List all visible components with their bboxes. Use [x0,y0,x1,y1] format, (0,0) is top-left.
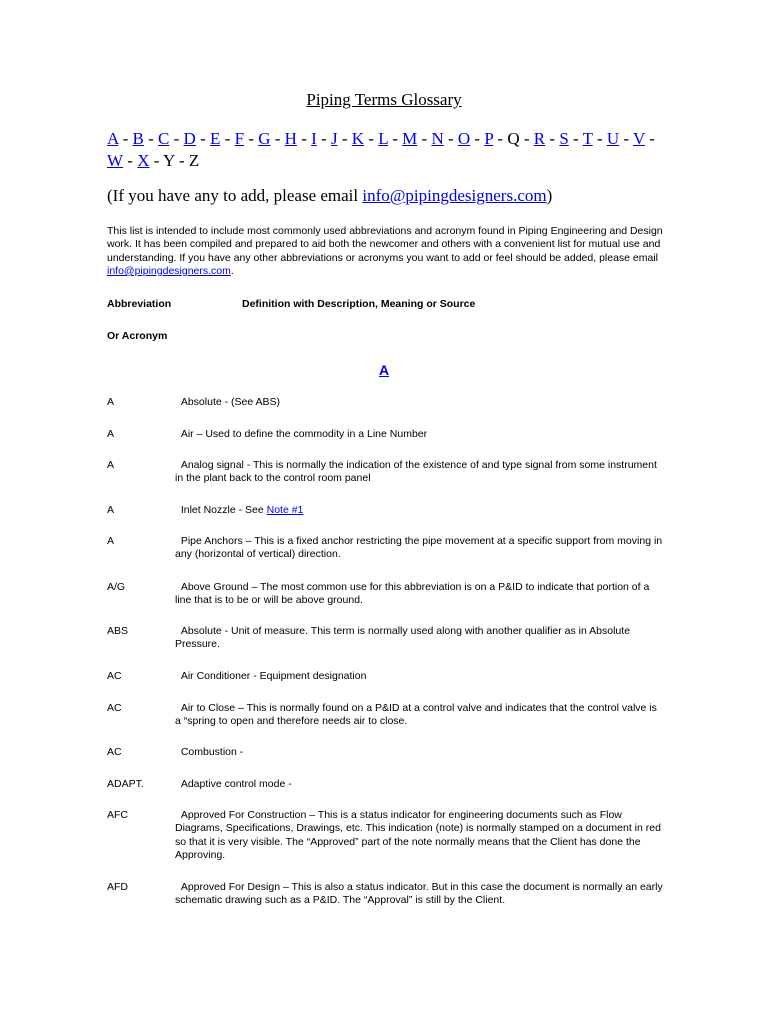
entry-definition [175,396,665,409]
alpha-letter-r[interactable]: R [533,129,546,148]
entry-definition-text: Absolute - Unit of measure. This term is normally used along with another qualifier as in Absolute Pressure. [175,625,631,651]
alpha-letter-y: Y [163,151,175,170]
intro-paragraph [107,225,667,278]
entry-definition [175,809,665,863]
add-terms-prefix: (If you have any to add, please email [107,186,363,205]
alpha-separator: - [417,129,432,148]
entry-abbreviation: AC [107,746,122,758]
entry-abbreviation: A [107,535,115,547]
alpha-letter-i[interactable]: I [311,129,317,148]
alpha-letter-g[interactable]: G [258,129,271,148]
entry-definition [175,504,665,517]
entry-definition [175,702,665,729]
entry-definition-text: Pipe Anchors – This is a fixed anchor restricting the pipe movement at a specific support from moving in any (horizontal of vertical) direction. [175,535,663,561]
entry-abbreviation: AC [107,702,122,714]
entry-definition [175,881,665,908]
alpha-separator: - [619,129,634,148]
entry-definition [175,746,665,759]
alpha-letter-d[interactable]: D [183,129,196,148]
alpha-letter-x[interactable]: X [137,151,150,170]
alpha-letter-c[interactable]: C [158,129,170,148]
entry-abbreviation: A/G [107,581,126,593]
abbreviation-header: Abbreviation [107,298,172,310]
section-letter-heading [0,362,768,378]
alpha-letter-l[interactable]: L [378,129,388,148]
alpha-letter-j[interactable]: J [330,129,338,148]
alpha-separator: - [519,129,534,148]
entry-definition-text: Air – Used to define the commodity in a Line Number [175,428,428,440]
alpha-letter-p[interactable]: P [484,129,494,148]
alpha-separator: - [195,129,210,148]
alpha-letter-n[interactable]: N [431,129,444,148]
intro-text: This list is intended to include most commonly used abbreviations and acronym found in Piping Engineering and Design work. It has been compiled and prepared to aid both the newcomer and others with a convenient list for mutual use and understanding. If you have any other abbreviations or acronyms you want to add or feel should be added, please email [107,225,663,264]
alpha-letter-o[interactable]: O [457,129,471,148]
entry-definition-text: Analog signal - This is normally the indication of the existence of and type signal from some instrument in the plant back to the control room panel [175,459,657,485]
entry-definition-text: Combustion - [175,746,244,758]
alpha-separator: - [470,129,485,148]
entry-abbreviation: ADAPT. [107,778,144,790]
entry-note-link[interactable]: Note #1 [266,504,304,516]
alpha-letter-u[interactable]: U [606,129,620,148]
alpha-letter-m[interactable]: M [402,129,418,148]
alpha-separator: - [143,129,159,148]
alphabet-index [107,128,667,172]
entry-definition [175,581,665,608]
acronym-header: Or Acronym [107,330,168,342]
alpha-letter-b[interactable]: B [132,129,144,148]
entry-abbreviation: AFC [107,809,128,821]
entry-definition-text: Absolute - (See ABS) [175,396,281,408]
add-terms-suffix: ) [546,186,553,205]
alpha-letter-e[interactable]: E [210,129,221,148]
alpha-letter-h[interactable]: H [284,129,297,148]
alpha-letter-f[interactable]: F [234,129,245,148]
alpha-separator: - [149,151,164,170]
section-letter-link[interactable]: A [378,362,390,378]
entry-definition [175,778,665,791]
entry-abbreviation: ABS [107,625,129,637]
alpha-letter-t[interactable]: T [582,129,593,148]
alpha-letter-a[interactable]: A [107,129,119,148]
alpha-separator: - [220,129,235,148]
alpha-separator: - [169,129,184,148]
entry-abbreviation: A [107,504,115,516]
alpha-separator: - [337,129,352,148]
alpha-separator: - [645,129,655,148]
alpha-separator: - [364,129,379,148]
add-terms-line [107,186,552,206]
alpha-separator: - [387,129,403,148]
entry-definition-text: Approved For Construction – This is a status indicator for engineering documents such as Flow Diagrams, Specifications, Drawings, etc. This indication (note) is normally stamped on a document in red so that it is very visible. The “Approved” part of the note normally means that the Client has done the Approving. [175,809,661,862]
alpha-separator: - [592,129,607,148]
alpha-separator: - [270,129,285,148]
entry-definition [175,535,665,562]
alpha-separator: - [545,129,560,148]
entry-abbreviation: A [107,459,115,471]
entry-definition [175,670,665,683]
entry-definition [175,428,665,441]
alpha-separator: - [174,151,189,170]
entry-abbreviation: AC [107,670,122,682]
alpha-separator: - [296,129,312,148]
entry-definition-text: Approved For Design – This is also a status indicator. But in this case the document is normally an early schematic drawing such as a P&ID. The “Approval” is still by the Client. [175,881,663,907]
alpha-letter-w[interactable]: W [107,151,124,170]
intro-email-link[interactable]: info@pipingdesigners.com [107,264,231,277]
entry-definition-text: Air to Close – This is normally found on a P&ID at a control valve and indicates that the control valve is a “spring to open and therefore needs air to close. [175,702,657,728]
intro-end: . [230,264,234,277]
entry-definition-text: Inlet Nozzle - See [175,504,267,516]
alpha-separator: - [316,129,331,148]
alpha-letter-k[interactable]: K [351,129,365,148]
alpha-separator: - [123,151,138,170]
entry-definition-text: Above Ground – The most common use for this abbreviation is on a P&ID to indicate that portion of a line that is to be or will be above ground. [175,581,650,607]
page-title: Piping Terms Glossary [306,90,462,109]
entry-abbreviation: A [107,396,115,408]
entry-definition [175,625,665,652]
entry-definition [175,459,665,486]
alpha-letter-q: Q [507,129,520,148]
alpha-separator: - [568,129,583,148]
alpha-separator: - [493,129,508,148]
alpha-letter-z: Z [188,151,200,170]
alpha-separator: - [244,129,259,148]
alpha-separator: - [118,129,133,148]
entry-definition-text: Adaptive control mode - [175,778,292,790]
alpha-letter-v[interactable]: V [633,129,646,148]
email-link[interactable]: info@pipingdesigners.com [362,186,547,205]
entry-abbreviation: A [107,428,115,440]
entry-definition-text: Air Conditioner - Equipment designation [175,670,367,682]
alpha-separator: - [443,129,458,148]
alpha-letter-s[interactable]: S [559,129,569,148]
definition-header: Definition with Description, Meaning or Source [242,298,476,310]
entry-abbreviation: AFD [107,881,128,893]
